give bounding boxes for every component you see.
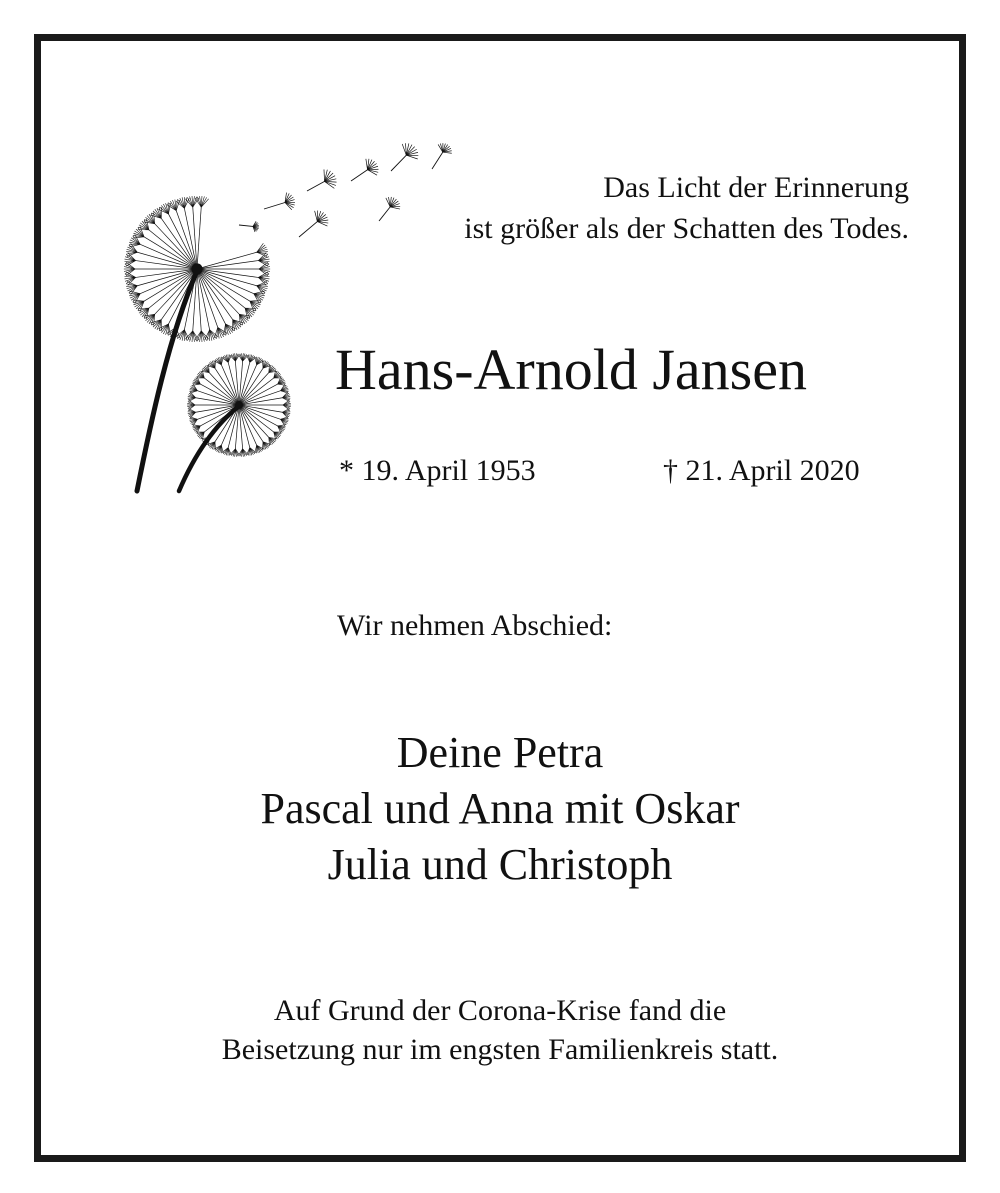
memorial-quote [464,167,909,249]
quote-line: Das Licht der Erinnerung [603,171,909,204]
obituary-frame [34,34,966,1162]
closing-notice [41,991,959,1069]
death-date: † 21. April 2020 [663,454,860,487]
closing-line: Beisetzung nur im engsten Familienkreis statt. [221,1033,779,1066]
closing-line: Auf Grund der Corona-Krise fand die [273,994,727,1027]
mourner-line: Deine Petra [396,728,604,777]
mourner-line: Julia und Christoph [327,840,673,889]
quote-line: ist größer als der Schatten des Todes. [464,212,909,245]
farewell-line: Wir nehmen Abschied: [337,609,613,642]
mourner-line: Pascal und Anna mit Oskar [260,784,740,833]
dandelion-icon [89,121,489,501]
deceased-name: Hans-Arnold Jansen [335,337,807,402]
birth-date: * 19. April 1953 [339,454,536,487]
mourners-list [41,725,959,893]
